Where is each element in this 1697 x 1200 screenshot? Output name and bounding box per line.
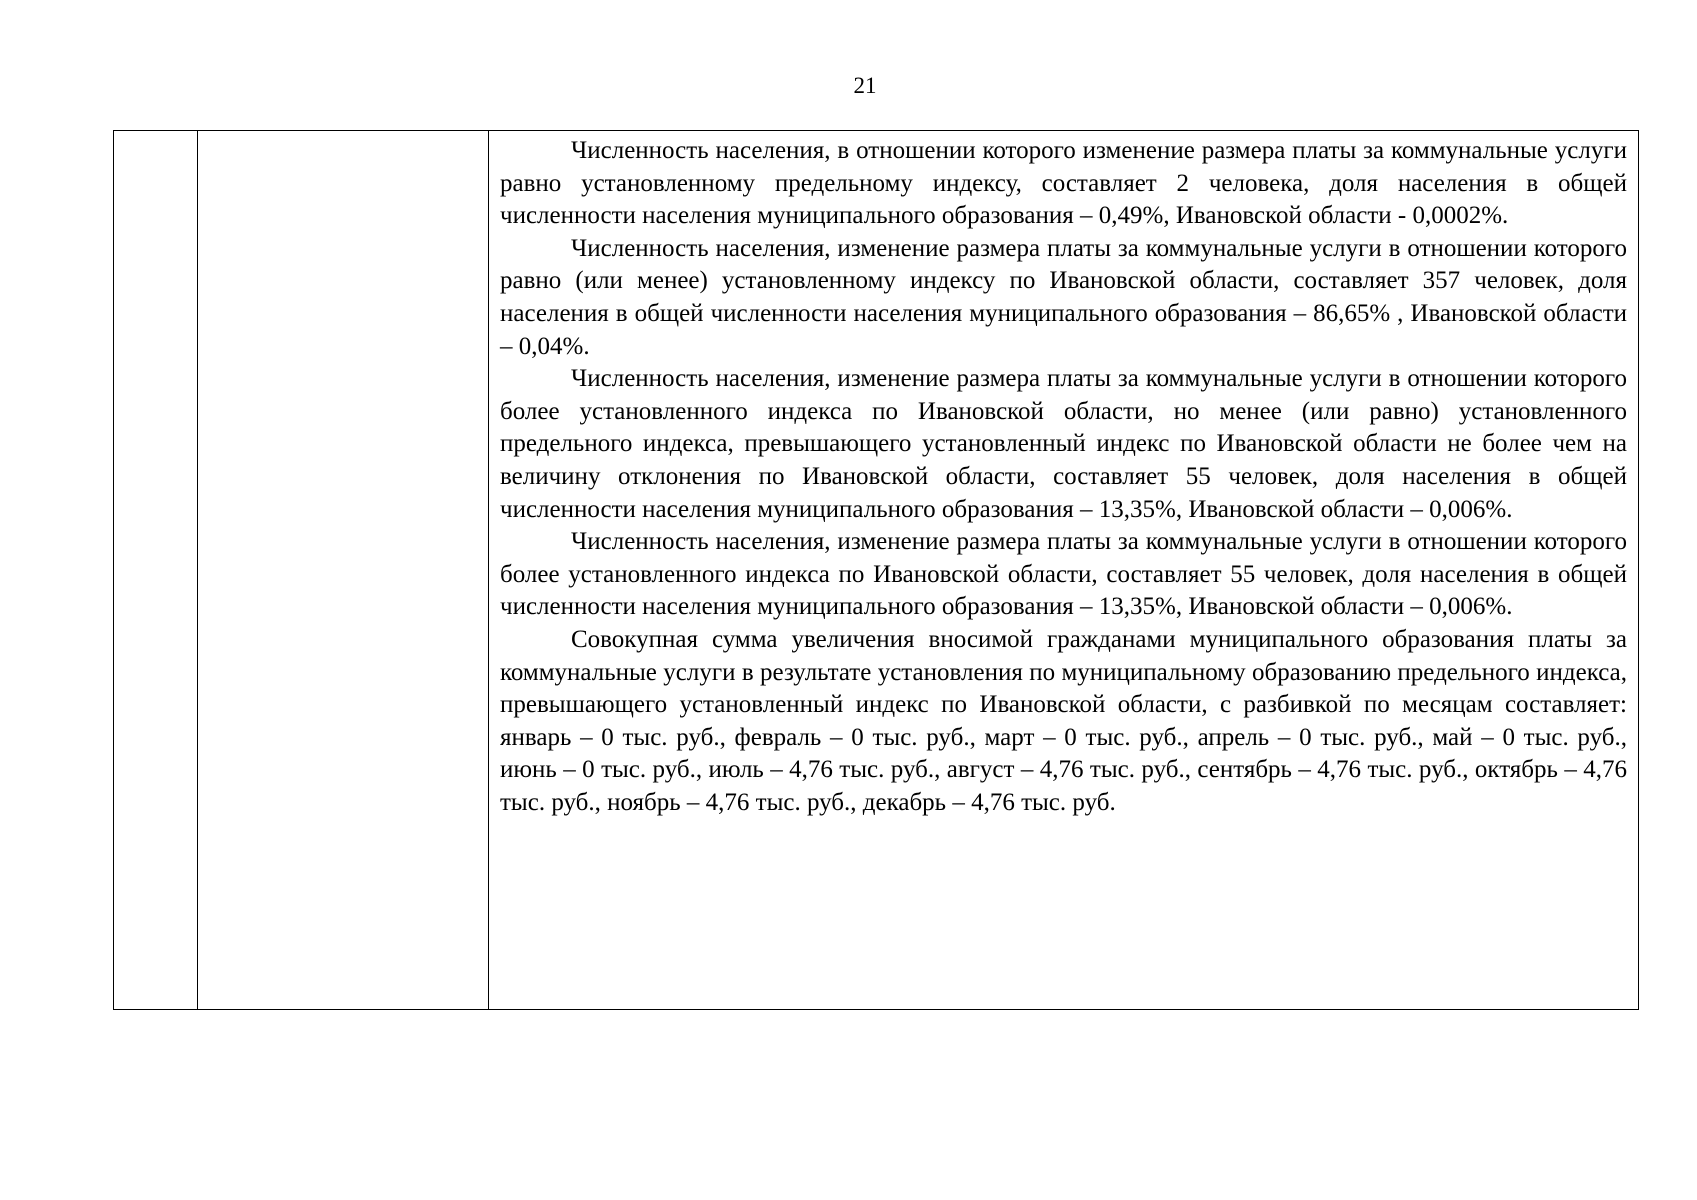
paragraph-above-regional-index-population: Численность населения, изменение размера платы за коммунальные услуги в отношении которого более установленного индекса по Ивановской области, составляет 55 человек, доля населения в общей численности населения муниципального образования – 13,35%, Ивановской области – 0,006%.	[500, 528, 1627, 621]
paragraph-below-regional-index-population: Численность населения, изменение размера платы за коммунальные услуги в отношении которого равно (или менее) установленному индексу по Ивановской области, составляет 357 человек, доля населения в общей численности населения муниципального образования – 86,65% , Ивановской области – 0,04%.	[500, 234, 1627, 360]
paragraph-limit-index-population: Численность населения, в отношении которого изменение размера платы за коммунальные услуги равно установленному предельному индексу, составляет 2 человека, доля населения в общей численности населения муниципального образования – 0,49%, Ивановской области - 0,0002%.	[500, 137, 1627, 230]
table-cell-number	[114, 131, 198, 1010]
paragraph-monthly-increase-total: Совокупная сумма увеличения вносимой гражданами муниципального образования платы за коммунальные услуги в результате установления по муниципальному образованию предельного индекса, превышающего установленный индекс по Ивановской области, с разбивкой по месяцам составляет: январь – 0 тыс. руб., февраль – 0 тыс. руб., март – 0 тыс. руб., апрель – 0 тыс. руб., май – 0 тыс. руб., июнь – 0 тыс. руб., июль – 4,76 тыс. руб., август – 4,76 тыс. руб., сентябрь – 4,76 тыс. руб., октябрь – 4,76 тыс. руб., ноябрь – 4,76 тыс. руб., декабрь – 4,76 тыс. руб.	[500, 625, 1627, 816]
content-table	[113, 130, 1639, 1010]
table-cell-description	[489, 131, 1639, 1010]
table-cell-title	[198, 131, 489, 1010]
table-row	[114, 131, 1639, 1010]
paragraph-between-indexes-population: Численность населения, изменение размера платы за коммунальные услуги в отношении которого более установленного индекса по Ивановской области, но менее (или равно) установленного предельного индекса, превышающего установленный индекс по Ивановской области не более чем на величину отклонения по Ивановской области, составляет 55 человек, доля населения в общей численности населения муниципального образования – 13,35%, Ивановской области – 0,006%.	[500, 365, 1627, 523]
page-number: 21	[853, 73, 877, 98]
